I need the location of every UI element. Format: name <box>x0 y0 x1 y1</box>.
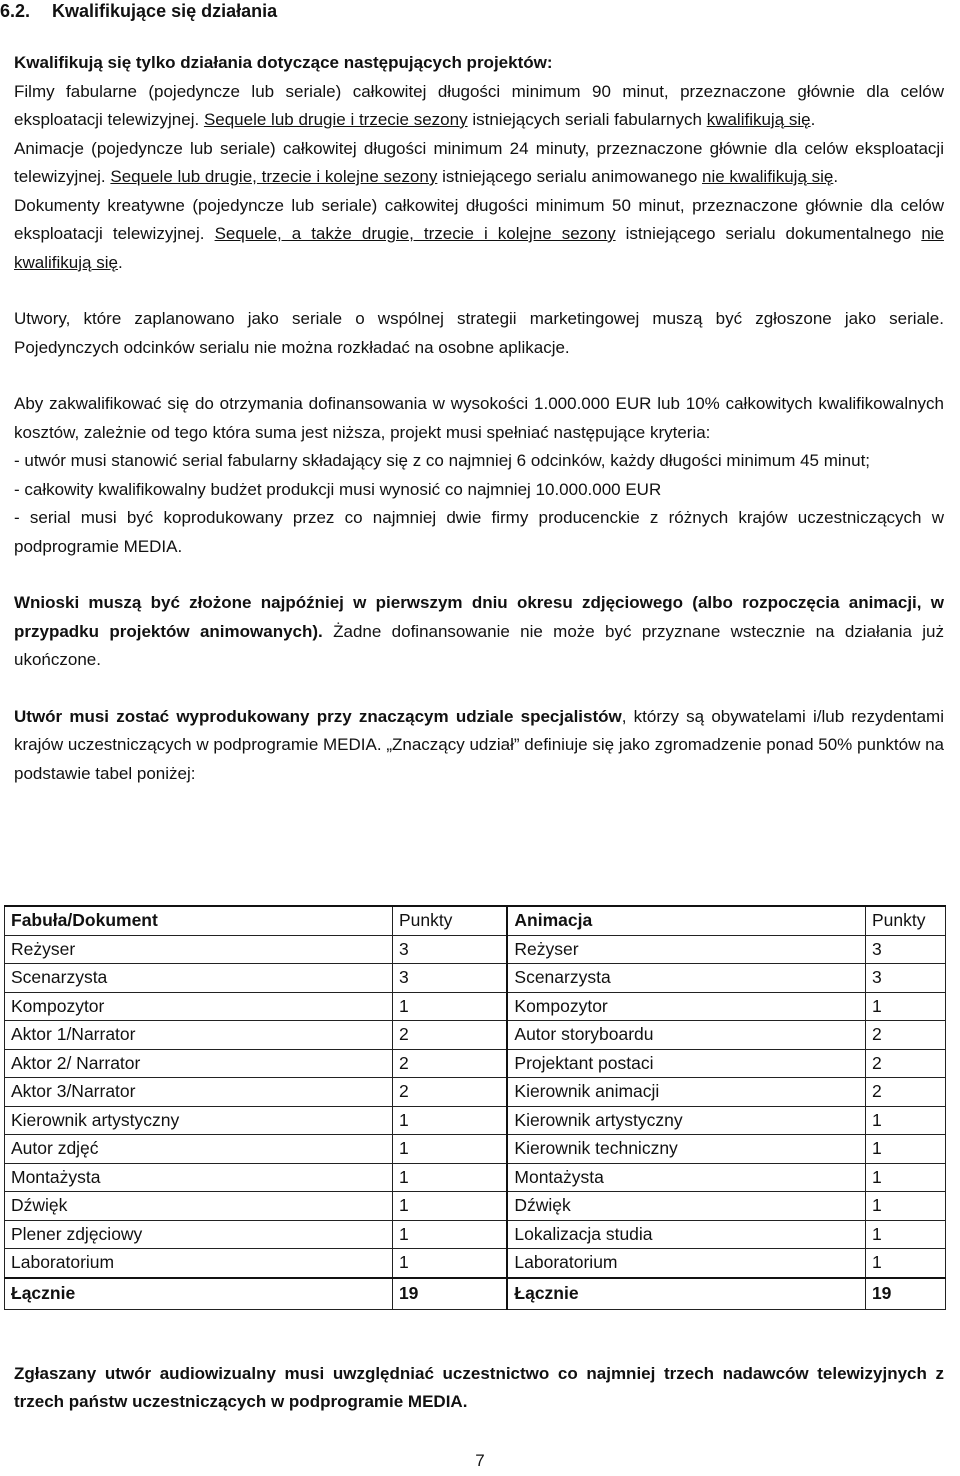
table-row: Scenarzysta 3 Scenarzysta 3 <box>5 964 946 993</box>
criteria-intro: Aby zakwalifikować się do otrzymania dofinansowania w wysokości 1.000.000 EUR lub 10% całkowitych kwalifikowalnych kosztów, zależnie od tego która suma jest niższa, projekt musi spełniać następujące kryteria: <box>14 394 944 442</box>
table-row: Dźwięk 1 Dźwięk 1 <box>5 1192 946 1221</box>
table-row: Reżyser 3 Reżyser 3 <box>5 935 946 964</box>
criteria-item: - całkowity kwalifikowalny budżet produkcji musi wynosić co najmniej 10.000.000 EUR <box>14 479 662 499</box>
section-heading <box>0 0 944 25</box>
section-number: 6.2. <box>0 1 31 21</box>
deadline-paragraph: Wnioski muszą być złożone najpóźniej w pierwszym dniu okresu zdjęciowego (albo rozpoczęcia animacji, w przypadku projektów animowanych). Żadne dofinansowanie nie może być przyznane wstecznie na działania już ukończone. <box>14 593 944 669</box>
table-header-row <box>5 906 946 935</box>
header-animation: Animacja <box>507 906 865 935</box>
table-row: Aktor 1/Narrator 2 Autor storyboardu 2 <box>5 1021 946 1050</box>
specialists-paragraph: Utwór musi zostać wyprodukowany przy znaczącym udziale specjalistów, którzy są obywatelami i/lub rezydentami krajów uczestniczących w podprogramie MEDIA. „Znaczący udział” definiuje się jako zgromadzenie ponad 50% punktów na podstawie tabel poniżej: <box>14 706 944 783</box>
table-total-row: Łącznie 19 Łącznie 19 <box>5 1278 946 1310</box>
table-row: Laboratorium 1 Laboratorium 1 <box>5 1249 946 1278</box>
table-row: Autor zdjęć 1 Kierownik techniczny 1 <box>5 1135 946 1164</box>
criteria-item: - utwór musi stanowić serial fabularny składający się z co najmniej 6 odcinków, każdy długości minimum 45 minut; <box>14 451 871 470</box>
table-row: Kierownik artystyczny 1 Kierownik artystyczny 1 <box>5 1106 946 1135</box>
points-table <box>4 905 946 1310</box>
table-row: Aktor 2/ Narrator 2 Projektant postaci 2 <box>5 1049 946 1078</box>
series-note: Utwory, które zaplanowano jako seriale o wspólnej strategii marketingowej muszą być zgłoszone jako seriale. Pojedynczych odcinków serialu nie można rozkładać na osobne aplikacje. <box>14 309 944 357</box>
criteria-item: - serial musi być koprodukowany przez co najmniej dwie firmy producenckie z różnych krajów uczestniczących w podprogramie MEDIA. <box>14 508 944 556</box>
header-points: Punkty <box>392 906 507 935</box>
header-points: Punkty <box>865 906 945 935</box>
table-row: Plener zdjęciowy 1 Lokalizacja studia 1 <box>5 1220 946 1249</box>
broadcasters-note: Zgłaszany utwór audiowizualny musi uwzględniać uczestnictwo co najmniej trzech nadawców telewizyjnych z trzech państw uczestniczących w podprogramie MEDIA. <box>14 1364 944 1411</box>
film-paragraph: Filmy fabularne (pojedyncze lub seriale) całkowitej długości minimum 90 minut, przeznaczone głównie dla celów eksploatacji telewizyjnej. Sequele lub drugie i trzecie sezony istniejących seriali fabularnych kwalifikują się. <box>14 81 944 129</box>
animation-paragraph: Animacje (pojedyncze lub seriale) całkowitej długości minimum 24 minuty, przeznaczone głównie dla celów eksploatacji telewizyjnej. Sequele lub drugie, trzecie i kolejne sezony istniejącego serialu animowanego nie kwalifikują się. <box>14 138 944 186</box>
documentary-paragraph: Dokumenty kreatywne (pojedyncze lub seriale) całkowitej długości minimum 50 minut, przeznaczone głównie dla celów eksploatacji telewizyjnej. Sequele, a także drugie, trzecie i kolejne sezony istniejącego serialu dokumentalnego nie kwalifikują się. <box>14 195 944 272</box>
header-feature: Fabuła/Dokument <box>5 906 393 935</box>
table-row: Aktor 3/Narrator 2 Kierownik animacji 2 <box>5 1078 946 1107</box>
table-row: Kompozytor 1 Kompozytor 1 <box>5 992 946 1021</box>
page-number: 7 <box>475 1451 485 1470</box>
section-title: Kwalifikujące się działania <box>52 1 278 21</box>
eligible-heading: Kwalifikują się tylko działania dotyczące następujących projektów: <box>14 53 553 72</box>
table-row: Montażysta 1 Montażysta 1 <box>5 1163 946 1192</box>
